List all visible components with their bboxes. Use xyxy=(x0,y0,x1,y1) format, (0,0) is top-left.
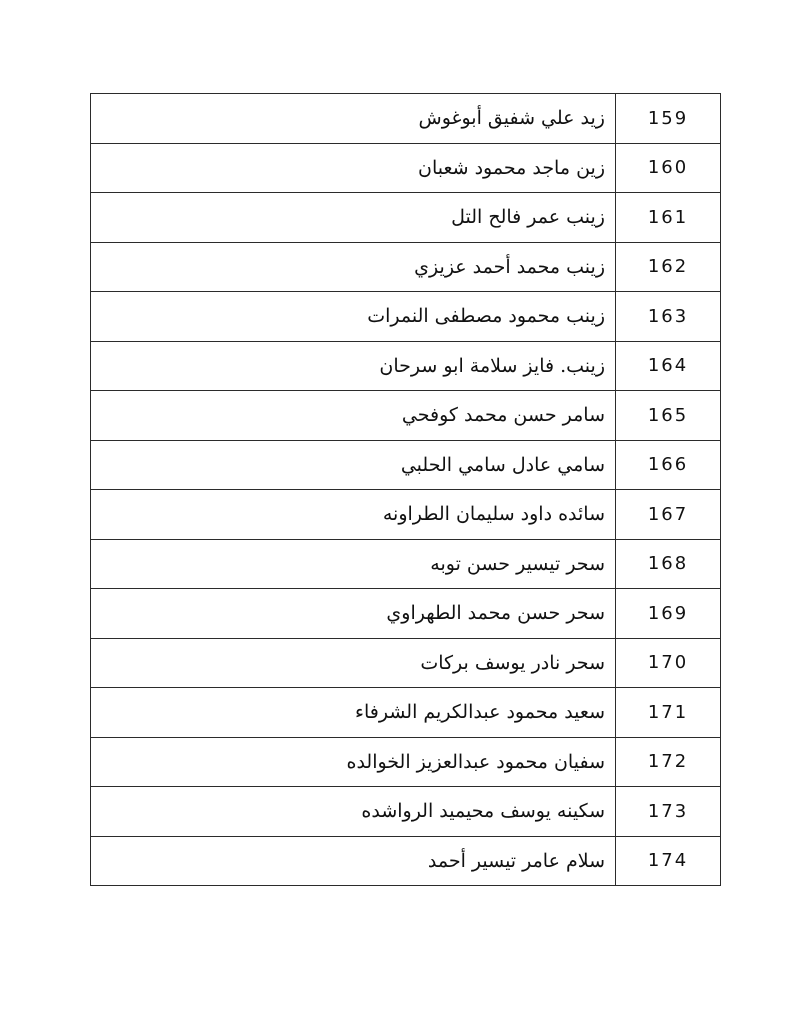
row-name: سكينه يوسف محيميد الرواشده xyxy=(91,787,616,837)
table-row xyxy=(91,193,721,243)
table-row xyxy=(91,242,721,292)
row-number: 166 xyxy=(616,440,721,490)
names-table xyxy=(90,93,721,886)
row-number: 164 xyxy=(616,341,721,391)
table-row xyxy=(91,589,721,639)
table-row xyxy=(91,94,721,144)
row-number: 162 xyxy=(616,242,721,292)
row-name: سحر حسن محمد الطهراوي xyxy=(91,589,616,639)
row-number: 173 xyxy=(616,787,721,837)
row-name: زينب عمر فالح التل xyxy=(91,193,616,243)
row-name: زين ماجد محمود شعبان xyxy=(91,143,616,193)
row-number: 169 xyxy=(616,589,721,639)
row-number: 167 xyxy=(616,490,721,540)
row-number: 170 xyxy=(616,638,721,688)
row-name: سحر تيسير حسن توبه xyxy=(91,539,616,589)
row-number: 160 xyxy=(616,143,721,193)
names-table-body xyxy=(91,94,721,886)
table-row xyxy=(91,292,721,342)
row-number: 159 xyxy=(616,94,721,144)
row-number: 168 xyxy=(616,539,721,589)
row-name: سفيان محمود عبدالعزيز الخوالده xyxy=(91,737,616,787)
row-number: 163 xyxy=(616,292,721,342)
table-row xyxy=(91,836,721,886)
table-row xyxy=(91,737,721,787)
row-number: 174 xyxy=(616,836,721,886)
row-name: زينب محمود مصطفى النمرات xyxy=(91,292,616,342)
row-name: زيد علي شفيق أبوغوش xyxy=(91,94,616,144)
table-row xyxy=(91,143,721,193)
row-number: 161 xyxy=(616,193,721,243)
table-row xyxy=(91,490,721,540)
table-row xyxy=(91,787,721,837)
row-number: 165 xyxy=(616,391,721,441)
row-name: سلام عامر تيسير أحمد xyxy=(91,836,616,886)
row-name: سامي عادل سامي الحلبي xyxy=(91,440,616,490)
table-row xyxy=(91,638,721,688)
table-row xyxy=(91,440,721,490)
row-name: سائده داود سليمان الطراونه xyxy=(91,490,616,540)
row-name: زينب. فايز سلامة ابو سرحان xyxy=(91,341,616,391)
row-name: سامر حسن محمد كوفحي xyxy=(91,391,616,441)
row-name: زينب محمد أحمد عزيزي xyxy=(91,242,616,292)
table-row xyxy=(91,341,721,391)
table-row xyxy=(91,391,721,441)
row-number: 171 xyxy=(616,688,721,738)
table-row xyxy=(91,539,721,589)
row-number: 172 xyxy=(616,737,721,787)
row-name: سعيد محمود عبدالكريم الشرفاء xyxy=(91,688,616,738)
row-name: سحر نادر يوسف بركات xyxy=(91,638,616,688)
table-row xyxy=(91,688,721,738)
